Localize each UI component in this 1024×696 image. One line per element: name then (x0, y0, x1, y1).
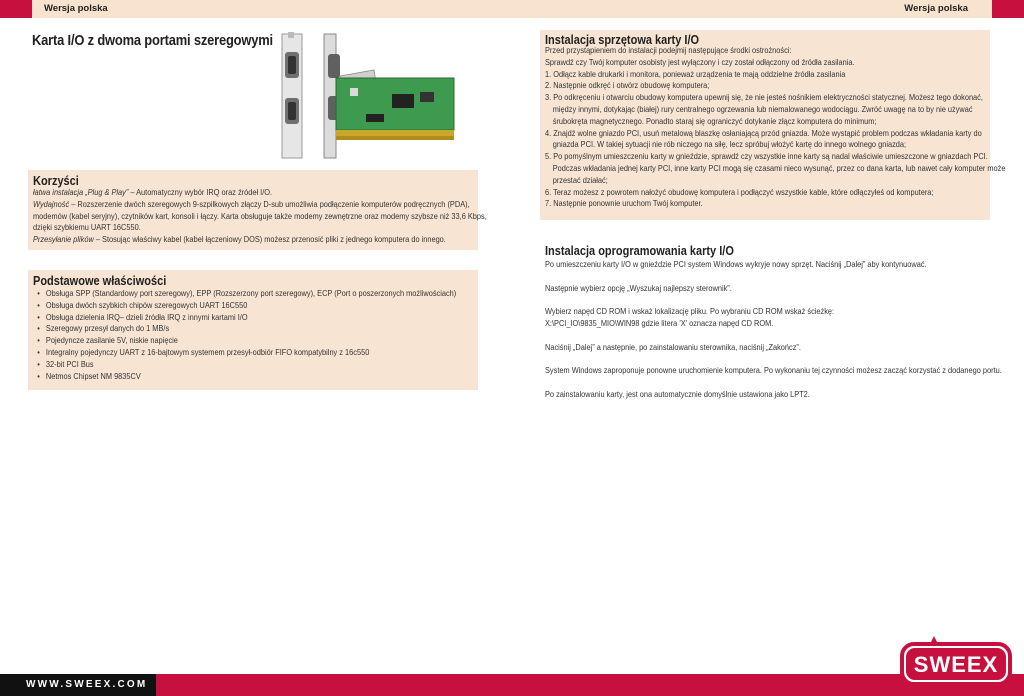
software-line: Po zainstalowaniu karty, jest ona automatycznie domyślnie ustawiona jako LPT2. (545, 388, 810, 399)
software-paragraph (545, 389, 1009, 401)
hardware-step-line: 6. Teraz możesz z powrotem nałożyć obudowę komputera i podłączyć wszystkie kable, które odłączyłeś od komputera; (545, 186, 934, 197)
benefits-line-emphasis: Wydajność (33, 198, 70, 209)
hardware-step-line: 2. Następnie odkręć i otwórz obudowę komputera; (545, 80, 710, 91)
hardware-step-line: Przed przystąpieniem do instalacji podejmij następujące środki ostrożności: (545, 45, 792, 55)
svg-text:SWEEX: SWEEX (913, 652, 999, 677)
software-line: X:\PCI_IO\9835_MIO\WIN98 gdzie litera 'X' oznacza napęd CD ROM. (545, 317, 774, 328)
list-item: • 32-bit PCI Bus (46, 359, 480, 371)
hardware-step-line: 7. Następnie ponownie uruchom Twój komputer. (545, 198, 703, 209)
benefits-line-emphasis: łatwa instalacja „Plug & Play” (33, 187, 129, 197)
software-install-text (545, 259, 1009, 401)
hardware-step-line: Sprawdź czy Twój komputer osobisty jest wyłączony i czy został odłączony od źródła zasilania. (545, 56, 855, 67)
language-label-left: Wersja polska (44, 3, 108, 14)
software-line: Po umieszczeniu karty I/O w gnieździe PCI system Windows wykryje nowy sprzęt. Naciśnij „Dalej” aby kontynuować. (545, 259, 927, 269)
software-paragraph (545, 365, 1009, 377)
benefits-line-text: – Stosując właściwy kabel (kabel łączeniowy DOS) możesz przenosić pliki z jednego komputera do innego. (93, 234, 446, 245)
language-label-right: Wersja polska (904, 3, 968, 14)
bottom-footer-bar (0, 674, 1024, 696)
software-paragraph (545, 342, 1009, 354)
benefits-line (33, 199, 480, 211)
hardware-step-line: 3. Po odkręceniu i otwarciu obudowy komputera upewnij się, że nie jesteś nośnikiem elektryczności statycznej. Możesz tego dokonać, (545, 92, 983, 103)
top-header-bar (0, 0, 1024, 18)
header-accent-left (0, 0, 32, 18)
list-item: • Szeregowy przesył danych do 1 MB/s (46, 323, 480, 335)
hardware-step-line: przestać działać; (552, 174, 608, 185)
benefits-heading: Korzyści (33, 174, 79, 188)
pci-card-illustration (324, 34, 454, 158)
software-paragraph (545, 259, 1009, 271)
benefits-line-text: dzięki szybkiemu UART 16C550. (33, 222, 141, 233)
hardware-step-line: 1. Odłącz kable drukarki i monitora, ponieważ urządzenia te mają oddzielne źródła zasilania (545, 68, 846, 79)
software-line: System Windows zaproponuje ponowne uruchomienie komputera. Po wykonaniu tej czynności możesz zacząć korzystać z dodanego portu. (545, 365, 1002, 376)
software-paragraph (545, 283, 1009, 295)
benefits-line (33, 187, 480, 199)
list-item: • Netmos Chipset NM 9835CV (46, 371, 480, 383)
list-item: • Obsługa dzielenia IRQ– dzieli źródła IRQ z innymi kartami I/O (46, 312, 480, 324)
features-list (33, 288, 480, 382)
benefits-line-emphasis: Przesyłanie plików (33, 234, 94, 245)
list-item: • Integralny pojedynczy UART z 16-bajtowym systemem przesył-odbiór FIFO kompatybilny z 16c550 (46, 347, 480, 359)
hardware-install-section (540, 30, 1006, 220)
product-image-io-card (270, 32, 462, 160)
software-install-heading: Instalacja oprogramowania karty I/O (545, 244, 734, 258)
left-bracket-illustration (282, 32, 302, 158)
hardware-step-line: 4. Znajdź wolne gniazdo PCI, usuń metalową blaszkę osłaniającą przód gniazda. Może wystąpić problem podczas wkładania karty do (545, 127, 982, 138)
software-line: Naciśnij „Dalej” a następnie, po zainstalowaniu sterownika, naciśnij „Zakończ”. (545, 341, 801, 352)
benefits-line-text: – Rozszerzenie dwóch szeregowych 9-szpilkowych złączy D-sub umożliwia podłączenie komputerów podręcznych (PDA), (69, 198, 470, 209)
hardware-install-text (545, 45, 1006, 210)
features-list-wrap (33, 288, 480, 382)
software-paragraph (545, 306, 1009, 330)
hardware-install-heading: Instalacja sprzętowa karty I/O (545, 33, 700, 47)
benefits-line (33, 210, 487, 223)
benefits-text (33, 187, 487, 246)
sweex-logo (900, 636, 1012, 692)
benefits-line (33, 222, 480, 234)
hardware-step-line: Podczas wkładania jednej karty PCI, inne karty PCI mogą się czasami nieco wysunąć, przez co dana karta, lub nawet cały komputer może (552, 162, 1006, 173)
header-accent-right (992, 0, 1024, 18)
svg-text:ESSENTIALS: ESSENTIALS (965, 684, 1003, 690)
list-item: • Obsługa dwóch szybkich chipów szeregowych UART 16C550 (46, 300, 480, 312)
hardware-step-line: śrubokręta magnetycznego. Ponadto staraj się ograniczyć dotykanie złącz komputera do minimum; (552, 115, 877, 126)
software-line: Wybierz napęd CD ROM i wskaż lokalizację pliku. Po wybraniu CD ROM wskaż ścieżkę: (545, 306, 835, 317)
features-heading: Podstawowe właściwości (33, 274, 167, 288)
benefits-line (33, 234, 480, 246)
benefits-section (28, 170, 487, 250)
features-section (28, 270, 478, 390)
benefits-line-text: modemów (kabel seryjny), czytników kart, konsoli i łączy. Karta obsługuje także modemy zewnętrzne oraz modemy szybsze niż 33,6 Kbps, (33, 210, 487, 221)
footer-website-link[interactable]: WWW.SWEEX.COM (26, 679, 148, 690)
hardware-step-line: gniazda PCI. W takiej sytuacji nie rób niczego na siłę, lecz spróbuj włożyć kartę do innego wolnego gniazda; (552, 139, 907, 150)
benefits-line-text: – Automatyczny wybór IRQ oraz źródeł I/O. (128, 187, 273, 197)
software-install-section (545, 244, 1015, 412)
list-item: • Pojedyncze zasilanie 5V, niskie napięcie (46, 335, 480, 347)
hardware-step-line: między innymi, dotykając (białej) rury centralnego ogrzewania lub niemalowanego wodociągu. Zwróć uwagę na to by nie używać (552, 103, 973, 114)
hardware-step-line: 5. Po pomyślnym umieszczeniu karty w gnieździe, sprawdź czy wszystkie inne karty są nadal właściwie umieszczone w gniazdach PCI. (545, 151, 988, 162)
software-line: Następnie wybierz opcję „Wyszukaj najlepszy sterownik”. (545, 282, 732, 293)
list-item: • Obsługa SPP (Standardowy port szeregowy), EPP (Rozszerzony port szeregowy), ECP (Port o poszerzonych możliwościach) (46, 288, 480, 300)
page-title: Karta I/O z dwoma portami szeregowymi (32, 32, 273, 49)
